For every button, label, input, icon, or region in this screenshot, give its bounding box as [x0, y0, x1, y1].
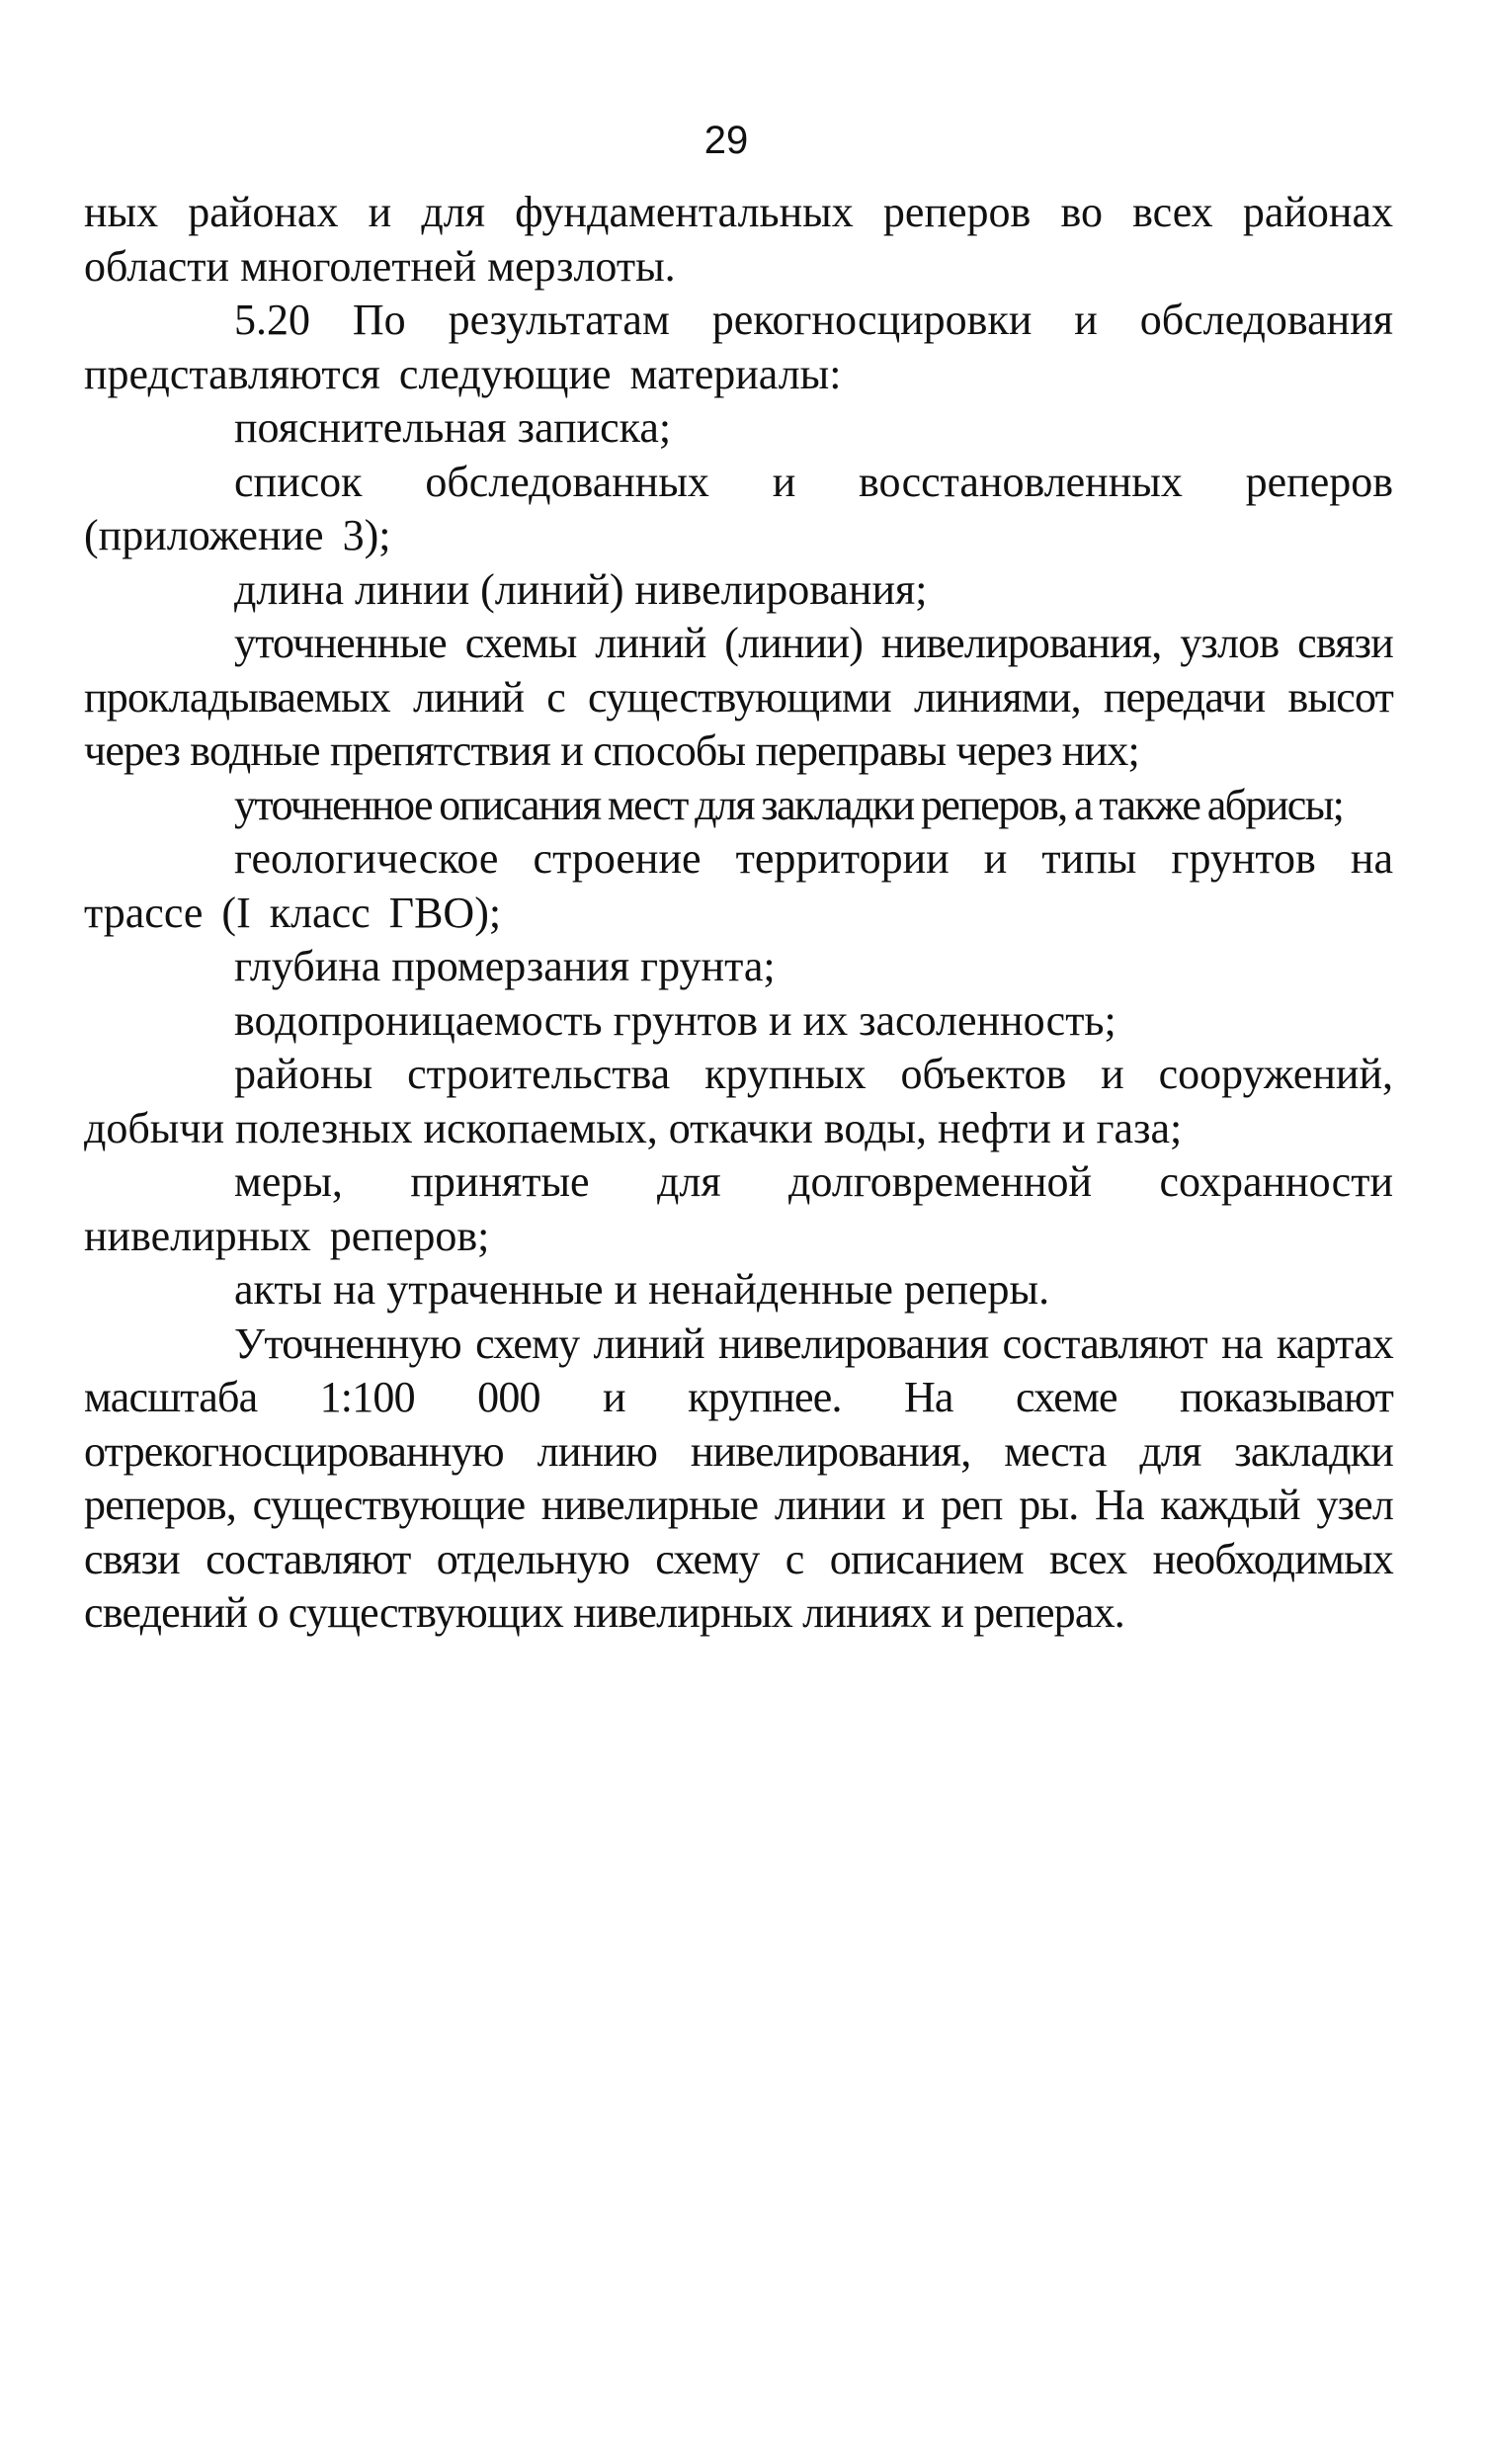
list-item-permeability: водопроницаемость грунтов и их засоленность; — [234, 995, 1116, 1045]
list-item-benchmark-sites: уточненное описания мест для закладки реперов, а также абрисы; — [234, 780, 1344, 829]
list-item-refined-schemes: уточненные схемы линий (линии) нивелирования, узлов связи прокладываемых линий с существующими линиями, передачи высот через водные препятствия и способы переправы через них; — [84, 619, 1393, 775]
list-item-geology: геологическое строение территории и типы грунтов на трассе (I класс ГВО); — [84, 834, 1393, 937]
paragraph-refined-scheme: Уточненную схему линий нивелирования составляют на картах масштаба 1:100 000 и крупнее. На схеме показывают отрекогносцированную линию нивелирования, места для закладки реперов, существующие нивелирные линии и реп ры. На каждый узел связи составляют отдельную схему с описанием всех необходимых сведений о существующих нивелирных линиях и реперах. — [84, 1318, 1393, 1637]
page-body — [84, 186, 1393, 1641]
list-item-lost-benchmarks: акты на утраченные и ненайденные реперы. — [234, 1265, 1050, 1314]
list-item-line-length: длина линии (линий) нивелирования; — [234, 564, 928, 614]
list-item-construction-areas: районы строительства крупных объектов и сооружений, добычи полезных ископаемых, откачки воды, нефти и газа; — [84, 1050, 1393, 1152]
list-item-preservation-measures: меры, принятые для долговременной сохранности нивелирных реперов; — [84, 1157, 1393, 1260]
list-item-explanatory-note: пояснительная записка; — [234, 403, 672, 452]
paragraph-5-20: 5.20 По результатам рекогносцировки и обследования представляются следующие материалы: — [84, 296, 1393, 398]
page-number: 29 — [703, 119, 749, 162]
paragraph-continuation: ных районах и для фундаментальных реперов во всех районах области многолетней мерзлоты. — [84, 188, 1393, 291]
list-item-benchmark-list: список обследованных и восстановленных реперов (приложение 3); — [84, 457, 1393, 559]
list-item-frost-depth: глубина промерзания грунта; — [234, 942, 776, 990]
